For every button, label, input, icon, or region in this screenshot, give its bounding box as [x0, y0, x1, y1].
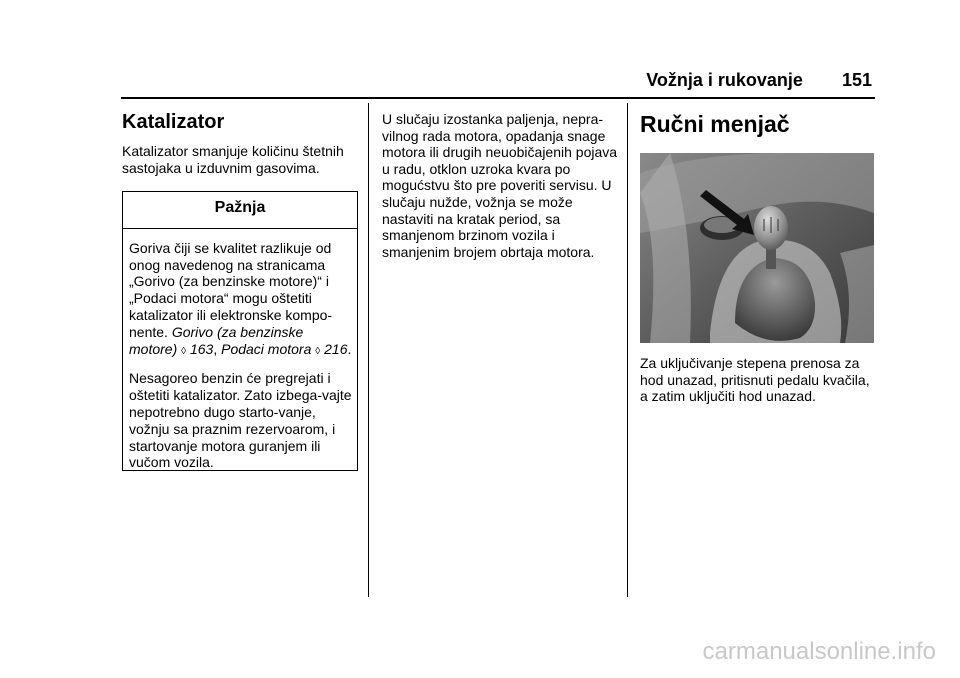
caution-box: [122, 191, 358, 471]
column-divider-1: [368, 103, 369, 597]
column-left: [122, 111, 358, 471]
caution-paragraph-2: Nesagoreo benzin će pregrejati i oštetiti katalizator. Zato izbega-vajte nepotrebno dugo starto-vanje, vožnju sa praznim rezervoarom, i startovanje motora guranjem ili vučom vozila.: [129, 370, 352, 471]
engine-data-page-ref[interactable]: 216: [324, 340, 348, 357]
gear-shift-illustration: [640, 153, 874, 343]
section-title: Vožnja i rukovanje: [646, 70, 803, 90]
page-ref-icon: ◊: [315, 345, 321, 357]
header-rule: [121, 97, 875, 99]
page-number: 151: [841, 70, 872, 90]
ref-end: .: [347, 340, 352, 357]
fuel-reference-link[interactable]: Gorivo (za benzinske motore): [129, 323, 304, 357]
misfire-paragraph: U slučaju izostanka paljenja, nepra-vilnog rada motora, opadanja snage motora ili drugih neuobičajenih pojava u radu, otklon uzroka kvara po mogućstvu što pre poveriti servisu. U slučaju nužde, vožnja se može nastaviti na kratak period, sa smanjenom brzinom vozila i smanjenim brojem obrtaja motora.: [382, 111, 618, 260]
ref-separator: ,: [213, 340, 222, 357]
catalyst-heading: Katalizator: [122, 111, 225, 133]
column-middle: [382, 111, 618, 260]
fuel-page-ref[interactable]: 163: [189, 340, 214, 357]
column-right: [640, 111, 876, 405]
caution-body: [123, 229, 357, 471]
column-divider-2: [627, 103, 628, 597]
caution-paragraph-1-text: Goriva čiji se kvalitet razlikuje od onog navedenog na stranicama „Gorivo (za benzinske motore)“ i „Podaci motora“ mogu oštetiti katalizator ili elektronske kompo-nente.: [129, 239, 333, 340]
engine-data-reference-link[interactable]: Podaci motora: [221, 340, 312, 357]
reverse-gear-instructions: Za uključivanje stepena prenosa za hod unazad, pritisnuti pedalu kvačila, a zatim uključiti hod unazad.: [640, 355, 870, 405]
page-header: [646, 70, 872, 91]
watermark: carmanualsonline.info: [702, 638, 936, 665]
manual-transmission-heading: Ručni menjač: [640, 111, 790, 137]
page-ref-icon: ◊: [181, 345, 187, 357]
catalyst-intro: Katalizator smanjuje količinu štetnih sastojaka u izduvnim gasovima.: [122, 143, 344, 176]
caution-paragraph-1: [129, 240, 352, 361]
caution-title: Pažnja: [123, 192, 357, 229]
